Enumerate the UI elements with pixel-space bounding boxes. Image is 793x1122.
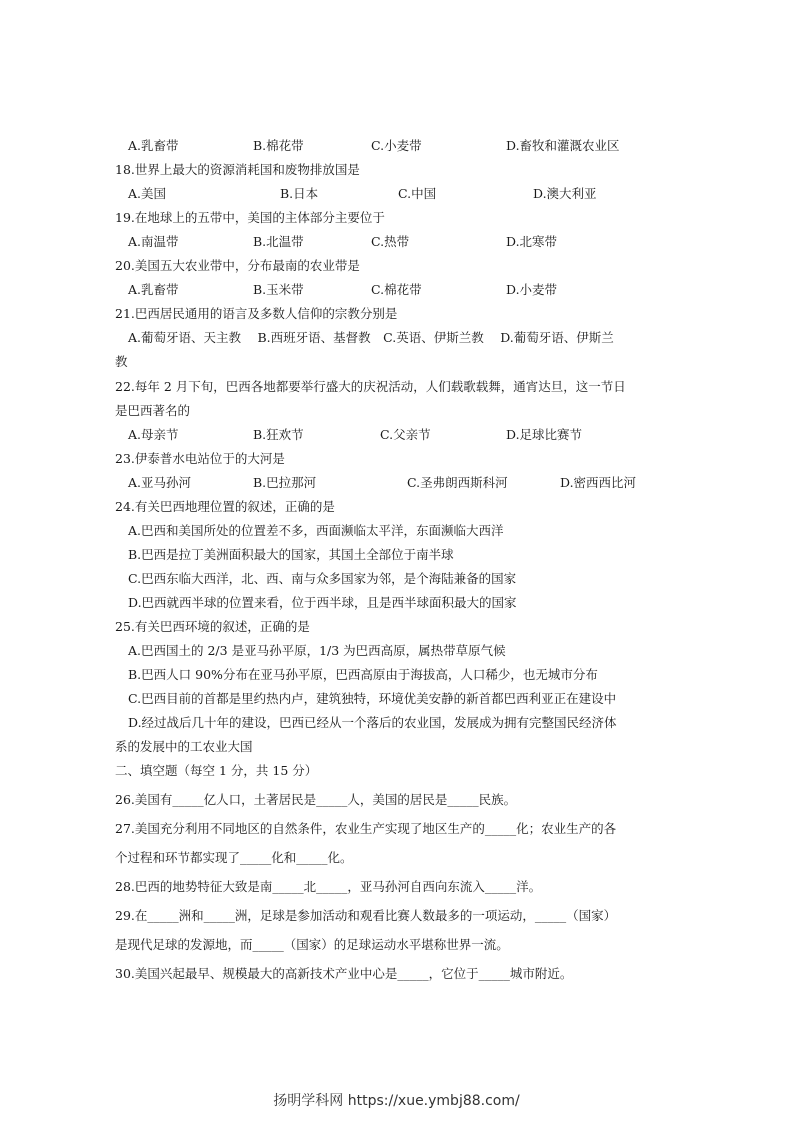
option: D.小麦带 [506, 282, 558, 297]
option: C.棉花带 [371, 282, 422, 297]
option: C.热带 [371, 234, 410, 249]
q19-options [128, 232, 688, 252]
q24-option-a: A.巴西和美国所处的位置差不多，西面濒临太平洋，东面濒临大西洋 [128, 523, 504, 538]
question-29-cont: 是现代足球的发源地，而_____（国家）的足球运动水平堪称世界一流。 [115, 937, 509, 952]
q20-options [128, 280, 688, 300]
question-28: 28.巴西的地势特征大致是南_____北_____，亚马孙河自西向东流入_____洋。 [115, 879, 542, 894]
option: D.澳大利亚 [533, 186, 597, 201]
question-27-cont: 个过程和环节都实现了_____化和_____化。 [115, 850, 353, 865]
question-22-stem-cont: 是巴西著名的 [115, 403, 191, 418]
option: A.乳畜带 [128, 282, 179, 297]
question-25-stem: 25.有关巴西环境的叙述，正确的是 [115, 619, 310, 634]
option: D.足球比赛节 [506, 427, 583, 442]
q22-options [128, 425, 688, 445]
option: A.亚马孙河 [128, 475, 192, 490]
q24-option-b: B.巴西是拉丁美洲面积最大的国家，其国土全部位于南半球 [128, 547, 454, 562]
section-2-title: 二、填空题（每空 1 分，共 15 分） [115, 763, 318, 778]
question-19-stem: 19.在地球上的五带中，美国的主体部分主要位于 [115, 210, 385, 225]
q25-option-a: A.巴西国土的 2/3 是亚马孙平原，1/3 为巴西高原，属热带草原气候 [128, 643, 506, 658]
question-22-stem: 22.每年 2 月下旬，巴西各地都要举行盛大的庆祝活动，人们载歌载舞，通宵达旦，这一节日 [115, 379, 626, 394]
option: A.南温带 [128, 234, 179, 249]
question-21-stem: 21.巴西居民通用的语言及多数人信仰的宗教分别是 [115, 306, 398, 321]
q25-option-b: B.巴西人口 90%分布在亚马孙平原，巴西高原由于海拔高，人口稀少，也无城市分布 [128, 667, 598, 682]
question-29: 29.在_____洲和_____洲，足球是参加活动和观看比赛人数最多的一项运动，_____（国家） [115, 908, 617, 923]
q24-option-c: C.巴西东临大西洋，北、西、南与众多国家为邻，是个海陆兼备的国家 [128, 571, 517, 586]
question-18-stem: 18.世界上最大的资源消耗国和废物排放国是 [115, 162, 360, 177]
question-24-stem: 24.有关巴西地理位置的叙述，正确的是 [115, 499, 335, 514]
option: C.小麦带 [371, 138, 422, 153]
option: B.北温带 [253, 234, 304, 249]
q25-option-d: D.经过战后几十年的建设，巴西已经从一个落后的农业国，发展成为拥有完整国民经济体 [128, 715, 617, 730]
question-26: 26.美国有_____亿人口，土著居民是_____人，美国的居民是_____民族。 [115, 792, 517, 807]
option: B.玉米带 [253, 282, 304, 297]
option: B.狂欢节 [253, 427, 304, 442]
option: C.中国 [398, 186, 437, 201]
option: C.圣弗朗西斯科河 [407, 475, 508, 490]
question-20-stem: 20.美国五大农业带中，分布最南的农业带是 [115, 258, 360, 273]
option: D.密西西比河 [560, 475, 637, 490]
question-23-stem: 23.伊泰普水电站位于的大河是 [115, 451, 285, 466]
q25-option-c: C.巴西目前的首都是里约热内卢，建筑独特，环境优美安静的新首都巴西利亚正在建设中 [128, 691, 617, 706]
option: C.父亲节 [380, 427, 431, 442]
q24-option-d: D.巴西就西半球的位置来看，位于西半球，且是西半球面积最大的国家 [128, 595, 517, 610]
option: B.日本 [280, 186, 319, 201]
q23-options [128, 473, 688, 493]
question-27: 27.美国充分利用不同地区的自然条件，农业生产实现了地区生产的_____化；农业生产的各 [115, 821, 617, 836]
option: A.母亲节 [128, 427, 179, 442]
option: B.棉花带 [253, 138, 304, 153]
q25-option-d-wrap: 系的发展中的工农业大国 [115, 739, 253, 754]
option: D.畜牧和灌溉农业区 [506, 138, 620, 153]
q17-options [128, 136, 688, 156]
q21-options-wrap: 教 [115, 354, 128, 369]
footer-watermark: 扬明学科网 https://xue.ymbj88.com/ [273, 1093, 520, 1109]
question-30: 30.美国兴起最早、规模最大的高新技术产业中心是_____，它位于_____城市附近。 [115, 966, 573, 981]
option: A.乳畜带 [128, 138, 179, 153]
option: A.美国 [128, 186, 167, 201]
option: B.巴拉那河 [253, 475, 317, 490]
q18-options [128, 184, 688, 204]
q21-options: A.葡萄牙语、天主教 B.西班牙语、基督教 C.英语、伊斯兰教 D.葡萄牙语、伊斯兰 [128, 330, 614, 345]
option: D.北寒带 [506, 234, 558, 249]
